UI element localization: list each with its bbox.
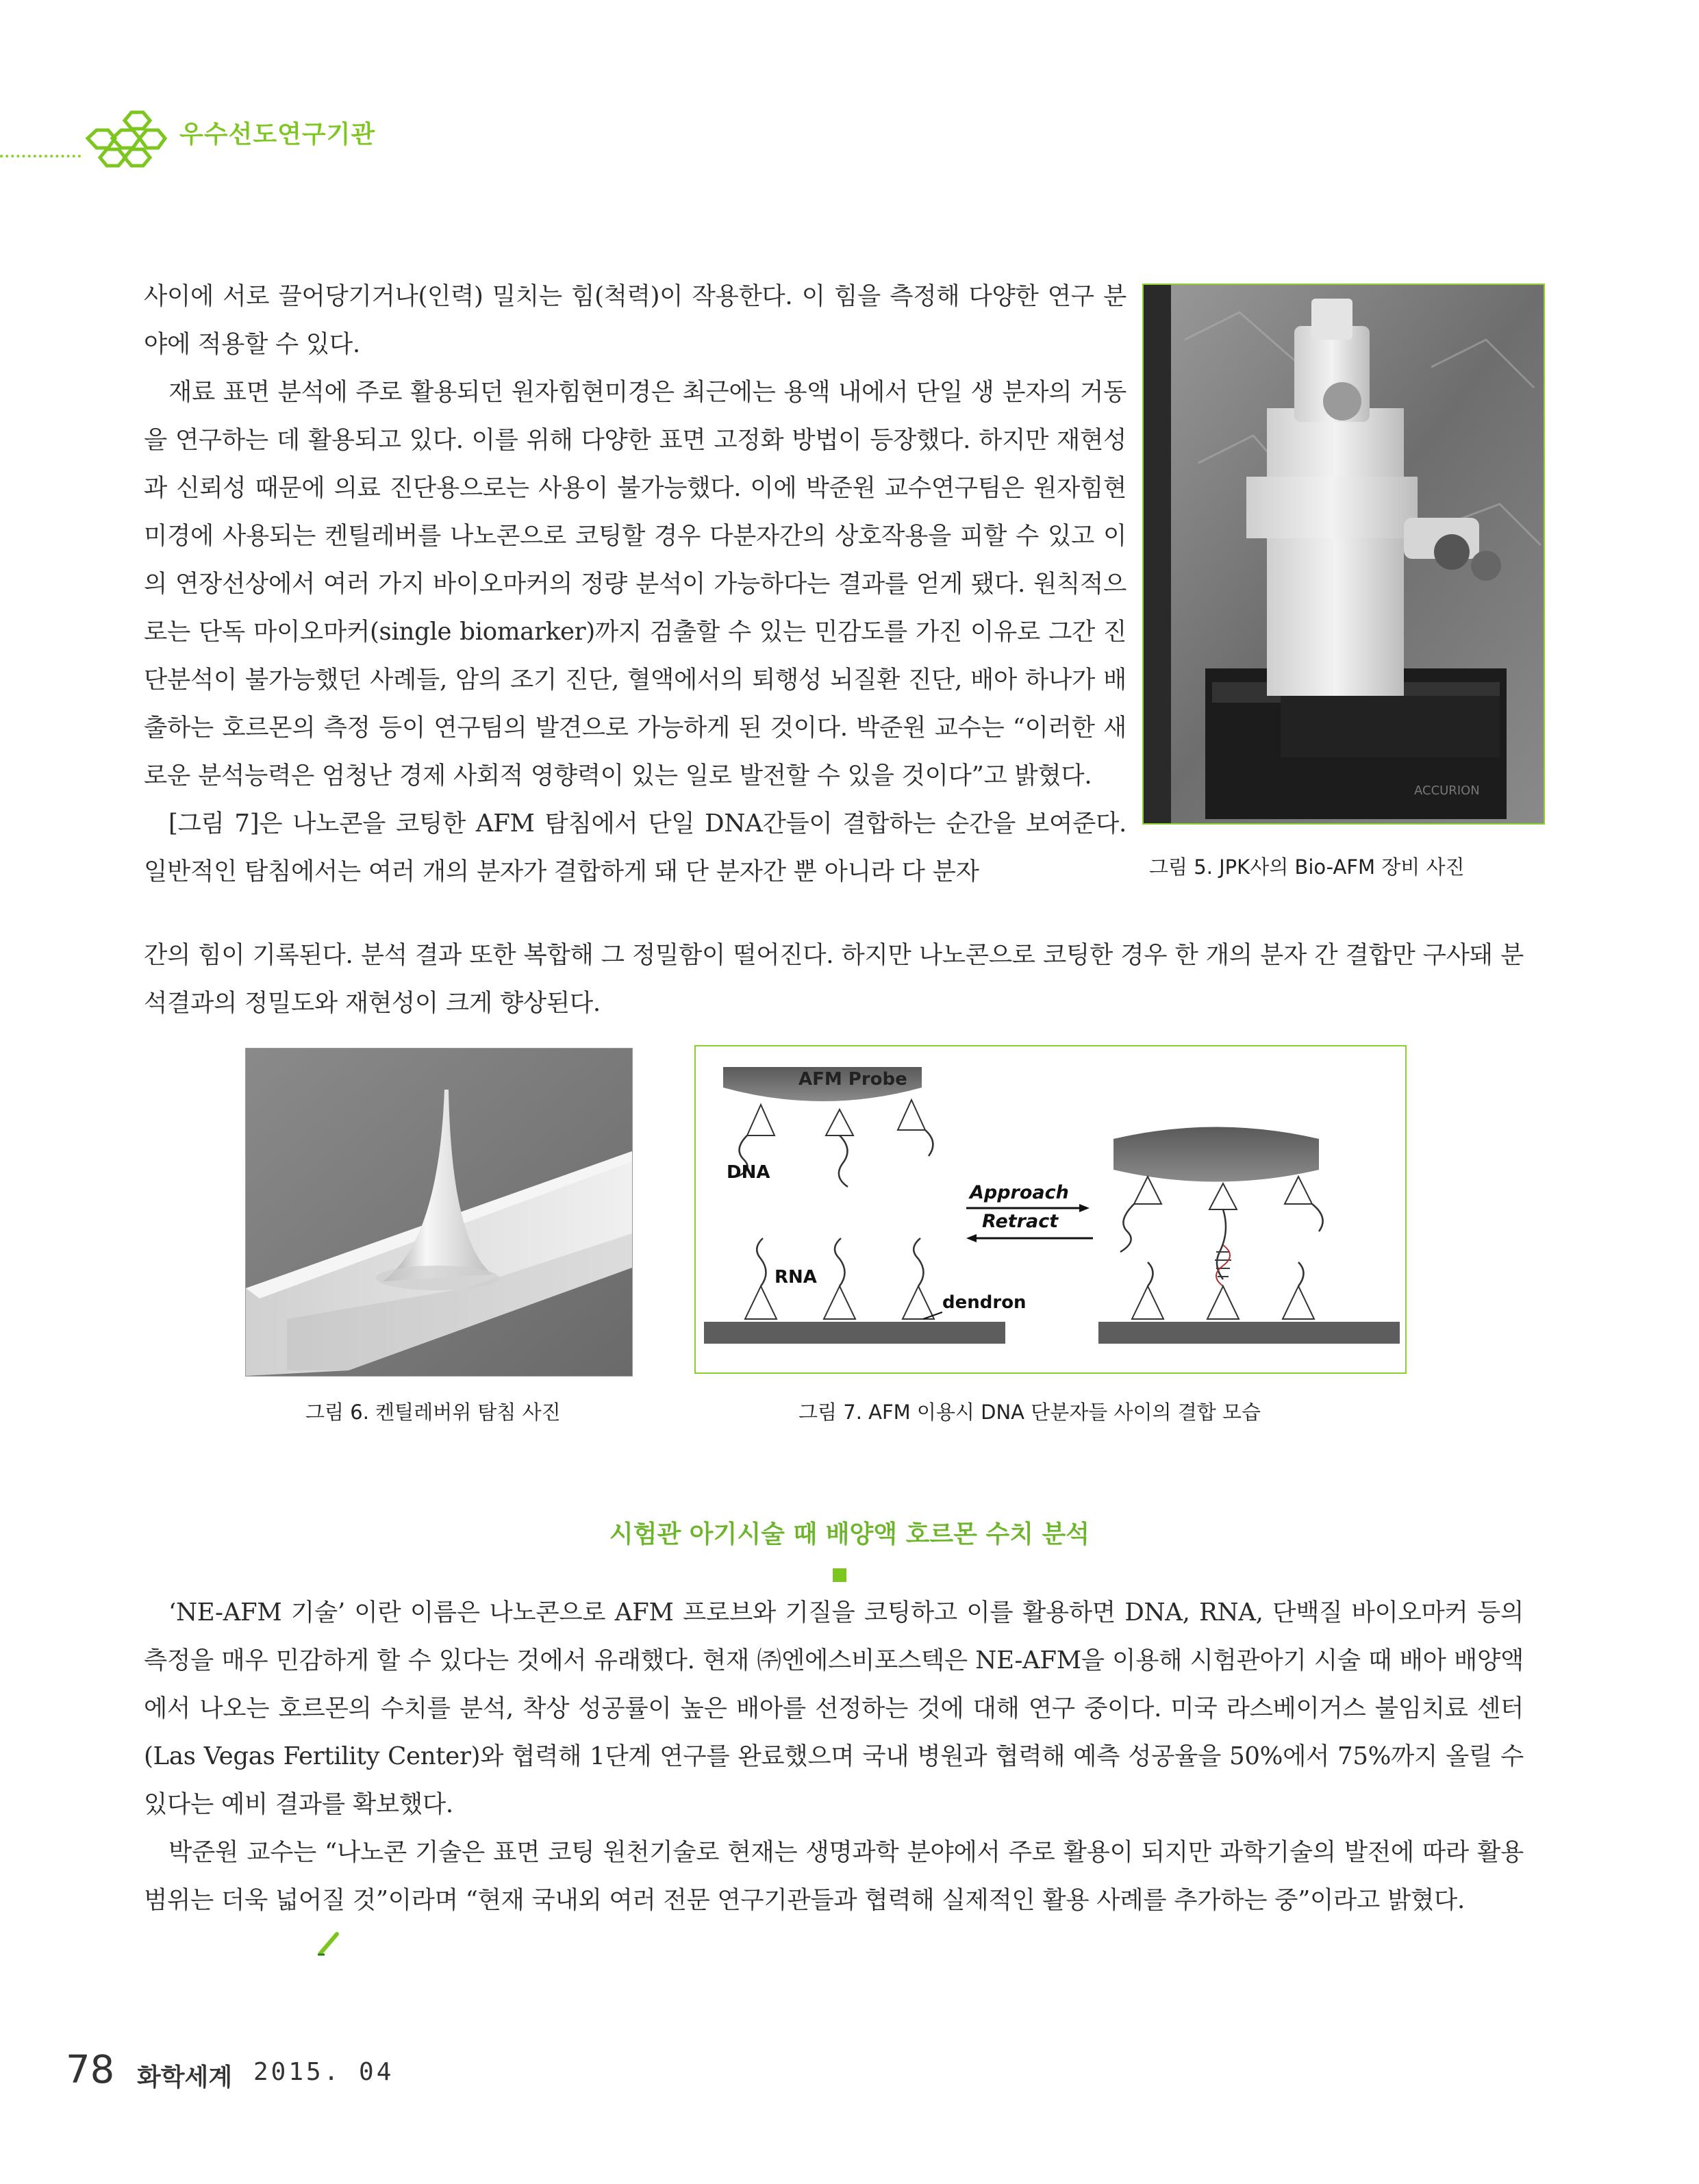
- figure-7-caption: 그림 7. AFM 이용시 DNA 단분자들 사이의 결합 모습: [798, 1401, 1261, 1424]
- figure-6-image: [245, 1048, 633, 1377]
- header-dotted-line: [0, 155, 81, 158]
- pen-end-mark-icon: [315, 1930, 342, 1957]
- paragraph: 사이에 서로 끌어당기거나(인력) 밀치는 힘(척력)이 작용한다. 이 힘을 측정해 다양한 연구 분야에 적용할 수 있다.: [144, 282, 1127, 358]
- section-label: 우수선도연구기관: [179, 121, 376, 149]
- body-column-bottom: [144, 1589, 1524, 1924]
- page-number: 78: [66, 2048, 115, 2092]
- body-column-top: [144, 273, 1127, 896]
- heading-bullet-icon: [833, 1568, 846, 1582]
- paragraph: ‘NE-AFM 기술’ 이란 이름은 나노콘으로 AFM 프로브와 기질을 코팅하고 이를 활용하면 DNA, RNA, 단백질 바이오마커 등의 측정을 매우 민감하게 할 수 있다는 것에서 유래했다. 현재 ㈜엔에스비포스텍은 NE-AFM을 이용해 시험관아기 시술 때 배아 배양액에서 나오는 호르몬의 수치를 분석, 착상 성공률이 높은 배아를 선정하는 것에 대해 연구 중이다. 미국 라스베이거스 불임치료 센터(Las Vegas Fertility Center)와 협력해 1단계 연구를 완료했으며 국내 병원과 협력해 예측 성공율을 50%에서 75%까지 올릴 수 있다는 예비 결과를 확보했다.: [144, 1598, 1524, 1818]
- figure-5-photo: [1142, 284, 1545, 825]
- paragraph: [그림 7]은 나노콘을 코팅한 AFM 탐침에서 단일 DNA간들이 결합하는 순간을 보여준다. 일반적인 탐침에서는 여러 개의 분자가 결합하게 돼 단 분자간 뿐 아니라 다 분자: [144, 809, 1127, 886]
- paragraph: 재료 표면 분석에 주로 활용되던 원자힘현미경은 최근에는 용액 내에서 단일 생 분자의 거동을 연구하는 데 활용되고 있다. 이를 위해 다양한 표면 고정화 방법이 등장했다. 하지만 재현성과 신뢰성 때문에 의료 진단용으로는 사용이 불가능했다. 이에 박준원 교수연구팀은 원자힘현미경에 사용되는 켄틸레버를 나노콘으로 코팅할 경우 다분자간의 상호작용을 피할 수 있고 이의 연장선상에서 여러 가지 바이오마커의 정량 분석이 가능하다는 결과를 얻게 됐다. 원칙적으로는 단독 마이오마커(single biomarker)까지 검출할 수 있는 민감도를 가진 이유로 그간 진단분석이 불가능했던 사례들, 암의 조기 진단, 혈액에서의 퇴행성 뇌질환 진단, 배아 하나가 배출하는 호르몬의 측정 등이 연구팀의 발견으로 가능하게 된 것이다. 박준원 교수는 “이러한 새로운 분석능력은 엄청난 경제 사회적 영향력이 있는 일로 발전할 수 있을 것이다”고 밝혔다.: [144, 378, 1127, 790]
- label-dna: DNA: [727, 1162, 770, 1183]
- afm-instrument-image: [1144, 285, 1544, 823]
- paragraph: 박준원 교수는 “나노콘 기술은 표면 코팅 원천기술로 현재는 생명과학 분야에서 주로 활용이 되지만 과학기술의 발전에 따라 활용범위는 더욱 넓어질 것”이라며 “현재 국내외 여러 전문 연구기관들과 협력해 실제적인 활용 사례를 추가하는 중”이라고 밝혔다.: [144, 1838, 1524, 1914]
- issue-date: 2015. 04: [253, 2058, 394, 2086]
- substrate-left: [704, 1322, 1005, 1344]
- magazine-title: 화학세계: [137, 2063, 233, 2092]
- figure-7-diagram: [694, 1045, 1407, 1374]
- cantilever-tip-image: [246, 1049, 632, 1376]
- label-rna: RNA: [775, 1267, 817, 1288]
- label-afm-probe: AFM Probe: [798, 1069, 907, 1090]
- label-retract: Retract: [982, 1211, 1059, 1232]
- afm-probe-right: [1113, 1127, 1319, 1182]
- substrate-right: [1098, 1322, 1400, 1344]
- label-approach: Approach: [970, 1182, 1069, 1203]
- hexagon-logo-icon: [74, 110, 177, 185]
- body-full-width: [144, 931, 1524, 1027]
- section-heading: 시험관 아기시술 때 배양액 호르몬 수치 분석: [609, 1520, 1090, 1548]
- figure-5-caption: 그림 5. JPK사의 Bio-AFM 장비 사진: [1149, 855, 1465, 879]
- paragraph: 간의 힘이 기록된다. 분석 결과 또한 복합해 그 정밀함이 떨어진다. 하지만 나노콘으로 코팅한 경우 한 개의 분자 간 결합만 구사돼 분석결과의 정밀도와 재현성이 크게 향상된다.: [144, 941, 1524, 1017]
- figure-6-caption: 그림 6. 켄틸레버위 탐침 사진: [305, 1401, 561, 1424]
- instrument-brand-text: ACCURION: [1414, 783, 1480, 798]
- label-dendron: dendron: [942, 1292, 1027, 1313]
